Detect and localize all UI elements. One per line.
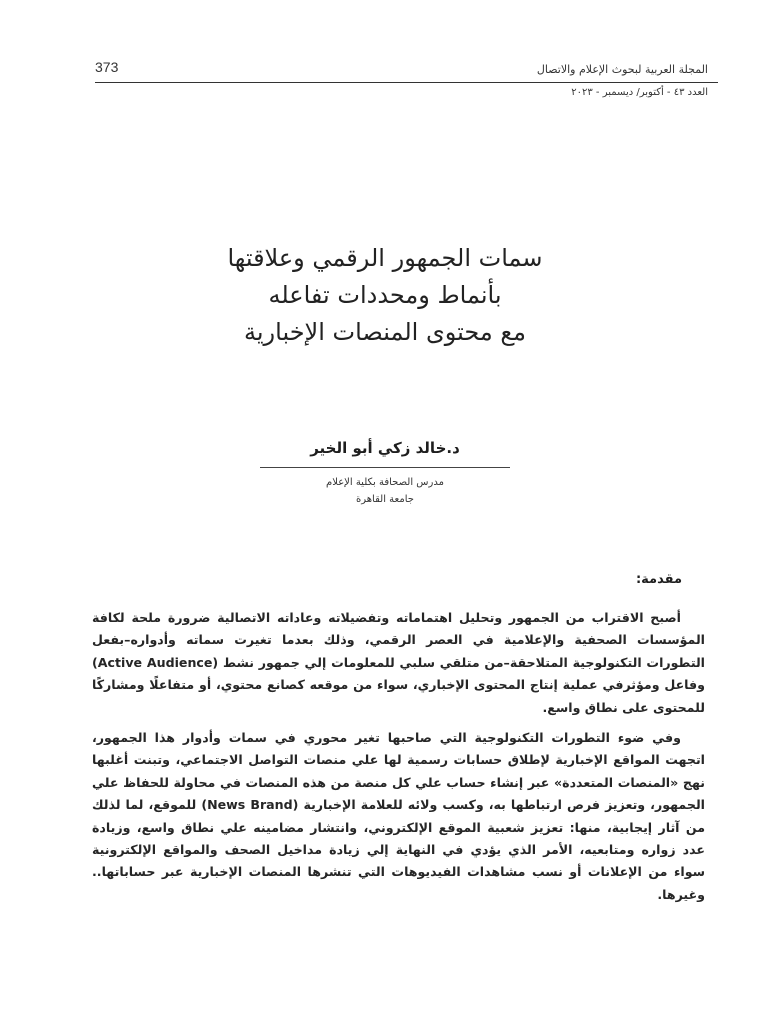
author-divider bbox=[260, 467, 510, 468]
paragraph: وفي ضوء التطورات التكنولوجية التي صاحبها تغير محوري في سمات وأدوار هذا الجمهور، اتجهت المواقع الإخبارية لإطلاق حسابات رسمية لها علي منصات التواصل الاجتماعي، وتبنت أغلبها نهج «المنصات المتعددة» عبر إنشاء حساب علي كل منصة من هذه المنصات في محاولة للحفاظ علي الجمهور، وتعزيز فرص ارتباطها به، وكسب ولائه للعلامة الإخبارية (News Brand) للموقع، لما لذلك من آثار إيجابية، منها: تعزيز شعبية الموقع الإلكتروني، وانتشار مضامينه علي نطاق واسع، وزيادة عدد زواره ومتابعيه، الأمر الذي يؤدي في النهاية إلي زيادة مداخيل الصحف والمواقع الإلكترونية سواء من الإعلانات أو نسب مشاهدات الفيديوهات التي تنشرها المنصات الإخبارية عبر حساباتها.. وغيرها. bbox=[92, 730, 705, 902]
title-line: مع محتوى المنصات الإخبارية bbox=[244, 318, 526, 346]
author-institution: جامعة القاهرة bbox=[356, 494, 414, 505]
section-heading: مقدمة: bbox=[635, 572, 682, 587]
author-block bbox=[260, 436, 510, 508]
author-name: د.خالد زكي أبو الخير bbox=[310, 439, 460, 457]
title-line: بأنماط ومحددات تفاعله bbox=[268, 281, 502, 309]
page-header bbox=[95, 55, 718, 115]
header-divider bbox=[95, 82, 718, 83]
paragraph: أصبح الاقتراب من الجمهور وتحليل اهتماماته وتفضيلاته وعاداته الاتصالية ضرورة ملحة لكافة المؤسسات الصحفية والإعلامية في العصر الرقمي، وذلك بعدما تغيرت سماته وأدواره–بفعل التطورات التكنولوجية المتلاحقة–من متلقي سلبي للمعلومات إلي جمهور نشط (Active Audience) وفاعل ومؤثرفي عملية إنتاج المحتوى الإخباري، سواء من موقعه كصانع محتوي، أو متفاعلًا ومشاركًا للمحتوى على نطاق واسع. bbox=[92, 610, 706, 715]
author-position: مدرس الصحافة بكلية الإعلام bbox=[326, 477, 444, 488]
title-line: سمات الجمهور الرقمي وعلاقتها bbox=[227, 244, 543, 272]
body-text bbox=[92, 607, 705, 914]
issue-info: العدد ٤٣ - أكتوبر/ ديسمبر - ٢٠٢٣ bbox=[571, 87, 708, 98]
page-number: 373 bbox=[95, 59, 119, 75]
journal-name: المجلة العربية لبحوث الإعلام والاتصال bbox=[536, 63, 708, 76]
article-title bbox=[100, 240, 670, 351]
